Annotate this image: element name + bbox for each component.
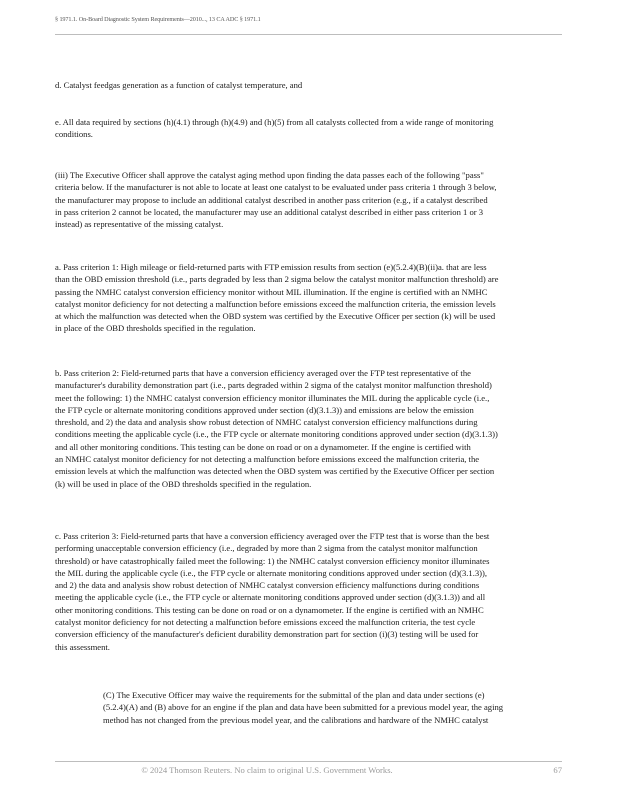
paragraph-d [55, 79, 566, 91]
text-line: (5.2.4)(A) and (B) above for an engine if the plan and data have been submitted for a previous model year, the aging [103, 702, 504, 713]
text-line: (iii) The Executive Officer shall approve the catalyst aging method upon finding the data passes each of the following "pass" [55, 170, 484, 180]
text-line: than the OBD emission threshold (i.e., parts degraded by less than 2 sigma below the catalyst monitor malfunction threshold) are [55, 274, 499, 285]
text-line: the MIL during the applicable cycle (i.e., the FTP cycle or alternate monitoring conditions approved under section (d)(3.1.3)), [55, 567, 488, 578]
paragraph-C-waiver [103, 689, 566, 726]
header-divider [55, 34, 562, 35]
paragraph-e [55, 116, 566, 141]
text-line: in pass criterion 2 cannot be located, the manufacturer may use an additional catalyst described in either pass criterion 1 or 3 [55, 206, 484, 217]
text-line: an NMHC catalyst monitor deficiency for not detecting a malfunction before emissions exceed the malfunction criteria, the [55, 454, 480, 465]
text-line: criteria below. If the manufacturer is not able to locate at least one catalyst to be evaluated under pass criteria 1 through 3 below, [55, 182, 497, 193]
text-line: the manufacturer may propose to include an additional catalyst described in another pass criterion (e.g., if a catalyst described [55, 194, 488, 205]
text-line: instead) as representative of the missing catalyst. [55, 219, 224, 230]
footer-divider [55, 761, 562, 762]
text-line: method has not changed from the previous model year, and the calibrations and hardware of the NMHC catalyst [103, 714, 489, 725]
text-line: conversion efficiency of the manufacturer's deficient durability demonstration part for section (i)(3) testing will be used for [55, 629, 479, 640]
page-number: 67 [553, 765, 562, 775]
text-line: c. Pass criterion 3: Field-returned parts that have a conversion efficiency averaged over the FTP test that is worse than the best [55, 531, 490, 541]
text-line: threshold) or have catastrophically failed meet the following: 1) the NMHC catalyst conversion efficiency monitor illuminates [55, 555, 490, 566]
text-line: performing unacceptable conversion efficiency (i.e., degraded by more than 2 sigma from the catalyst monitor malfunction [55, 543, 478, 554]
text-line: at which the malfunction was detected when the OBD system was certified by the Executive Officer per section (k) will be used [55, 311, 496, 322]
paragraph-pass-criterion-1 [55, 261, 566, 335]
paragraph-iii [55, 169, 566, 230]
text-line: meet the following: 1) the NMHC catalyst conversion efficiency monitor illuminates the MIL during the applicable cycle (i.e., [55, 392, 490, 403]
text-line: d. Catalyst feedgas generation as a function of catalyst temperature, and [55, 80, 303, 90]
paragraph-pass-criterion-2 [55, 367, 566, 490]
text-line: e. All data required by sections (h)(4.1) through (h)(4.9) and (h)(5) from all catalysts collected from a wide range of monitoring [55, 117, 494, 127]
text-line: (k) will be used in place of the OBD thresholds specified in the regulation. [55, 478, 312, 489]
text-line: in place of the OBD thresholds specified in the regulation. [55, 323, 256, 334]
text-line: a. Pass criterion 1: High mileage or field-returned parts with FTP emission results from section (e)(5.2.4)(B)(ii)a. that are less [55, 262, 487, 272]
running-header: § 1971.1. On-Board Diagnostic System Requirements—2010..., 13 CA ADC § 1971.1 [55, 16, 261, 23]
text-line: emission levels at which the malfunction was detected when the OBD system was certified by the Executive Officer per section [55, 466, 495, 477]
text-line: manufacturer's durability demonstration part (i.e., parts degraded within 2 sigma of the catalyst monitor malfunction threshold) [55, 380, 492, 391]
text-line: meeting the applicable cycle (i.e., the FTP cycle or alternate monitoring conditions approved under section (d)(3.1.3)) and all [55, 592, 486, 603]
text-line: catalyst monitor deficiency for not detecting a malfunction before emissions exceed the malfunction criteria, the emission levels [55, 298, 496, 309]
text-line: and all other monitoring conditions. This testing can be done on road or on a dynamometer. If the engine is certified with [55, 441, 471, 452]
paragraph-pass-criterion-3 [55, 530, 566, 653]
text-line: other monitoring conditions. This testing can be done on road or on a dynamometer. If the engine is certified with an NMHC [55, 604, 484, 615]
page-footer [55, 765, 562, 777]
copyright-notice: © 2024 Thomson Reuters. No claim to original U.S. Government Works. [141, 765, 393, 775]
text-line: b. Pass criterion 2: Field-returned parts that have a conversion efficiency averaged over the FTP test representative of the [55, 368, 471, 378]
text-line: threshold, and 2) the data and analysis show robust detection of NMHC catalyst conversion efficiency malfunctions during [55, 417, 478, 428]
text-line: conditions meeting the applicable cycle (i.e., the FTP cycle or alternate monitoring conditions approved under section (d)(3.1.3)) [55, 429, 498, 440]
text-line: catalyst monitor deficiency for not detecting a malfunction before emissions exceed the malfunction criteria, the test cycle [55, 617, 476, 628]
text-line: the FTP cycle or alternate monitoring conditions approved under section (d)(3.1.3)) and emissions are below the emission [55, 404, 474, 415]
text-line: passing the NMHC catalyst conversion efficiency monitor without MIL illumination. If the engine is certified with an NMHC [55, 286, 488, 297]
text-line: this assessment. [55, 641, 110, 652]
text-line: conditions. [55, 129, 93, 140]
text-line: (C) The Executive Officer may waive the requirements for the submittal of the plan and data under sections (e) [103, 690, 485, 700]
text-line: and 2) the data and analysis show robust detection of NMHC catalyst conversion efficiency malfunctions during conditions [55, 580, 480, 591]
